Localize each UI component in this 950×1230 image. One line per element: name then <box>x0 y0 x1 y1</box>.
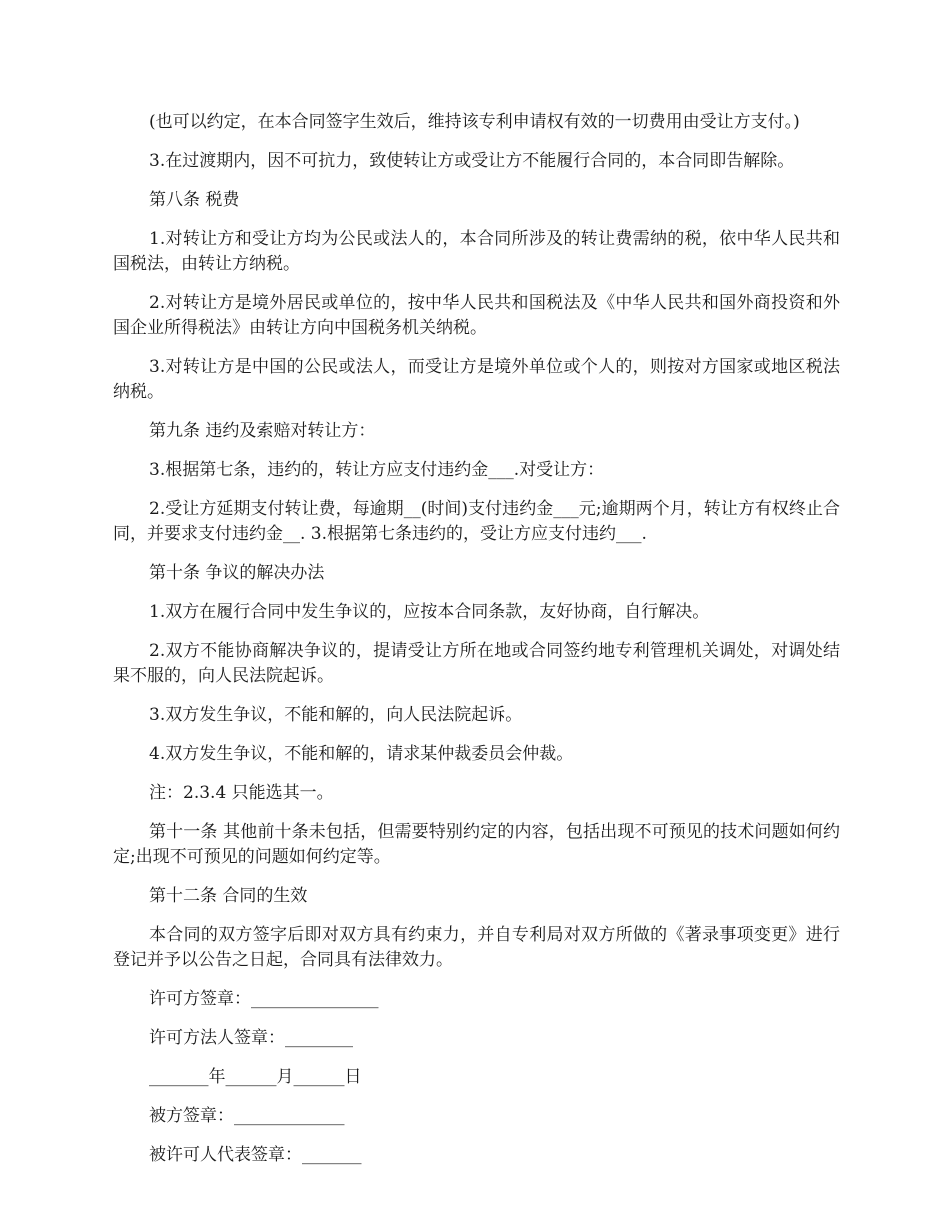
signature-licensee-rep: 被许可人代表签章：_______ <box>149 1145 362 1165</box>
paragraph-dispute-3: 3.双方发生争议，不能和解的，向人民法院起诉。 <box>149 705 523 725</box>
signature-licensor-legal-rep: 许可方法人签章：________ <box>149 1028 353 1048</box>
paragraph-note: 注：2.3.4 只能选其一。 <box>149 783 334 803</box>
paragraph-effectiveness: 本合同的双方签字后即对双方具有约束力，并自专利局对双方所做的《著录事项变更》进行登记并予以公告之日起，合同具有法律效力。 <box>113 925 840 970</box>
paragraph-breach-transferee: 2.受让方延期支付转让费，每逾期__(时间)支付违约金___元;逾期两个月，转让方有权终止合同，并要求支付违约金__. 3.根据第七条违约的，受让方应支付违约___. <box>113 499 840 544</box>
paragraph-tax-1: 1.对转让方和受让方均为公民或法人的，本合同所涉及的转让费需纳的税，依中华人民共和国税法，由转让方纳税。 <box>113 229 840 274</box>
paragraph-force-majeure: 3.在过渡期内，因不可抗力，致使转让方或受让方不能履行合同的，本合同即告解除。 <box>149 151 795 171</box>
heading-article-8: 第八条 税费 <box>149 190 240 210</box>
heading-article-12: 第十二条 合同的生效 <box>149 886 308 906</box>
paragraph-dispute-1: 1.双方在履行合同中发生争议的，应按本合同条款，友好协商，自行解决。 <box>149 602 710 622</box>
signature-licensor: 许可方签章：_______________ <box>149 989 379 1009</box>
document-body <box>113 110 840 1182</box>
paragraph-breach-transferor: 3.根据第七条，违约的，转让方应支付违约金___.对受让方： <box>149 460 605 480</box>
paragraph-tax-3: 3.对转让方是中国的公民或法人，而受让方是境外单位或个人的，则按对方国家或地区税法纳税。 <box>113 357 840 402</box>
heading-article-10: 第十条 争议的解决办法 <box>149 563 325 583</box>
paragraph-fee-note: (也可以约定，在本合同签字生效后，维持该专利申请权有效的一切费用由受让方支付。) <box>149 112 800 132</box>
paragraph-dispute-2: 2.双方不能协商解决争议的，提请受让方所在地或合同签约地专利管理机关调处，对调处结果不服的，向人民法院起诉。 <box>113 641 840 686</box>
signature-licensee: 被方签章：_____________ <box>149 1106 345 1126</box>
heading-article-11: 第十一条 其他前十条未包括，但需要特别约定的内容，包括出现不可预见的技术问题如何约定;出现不可预见的问题如何约定等。 <box>113 822 840 867</box>
signature-date: _______年______月______日 <box>149 1067 362 1087</box>
paragraph-dispute-4: 4.双方发生争议，不能和解的，请求某仲裁委员会仲裁。 <box>149 744 574 764</box>
paragraph-tax-2: 2.对转让方是境外居民或单位的，按中华人民共和国税法及《中华人民共和国外商投资和外国企业所得税法》由转让方向中国税务机关纳税。 <box>113 293 840 338</box>
heading-article-9: 第九条 违约及索赔对转让方： <box>149 421 376 441</box>
